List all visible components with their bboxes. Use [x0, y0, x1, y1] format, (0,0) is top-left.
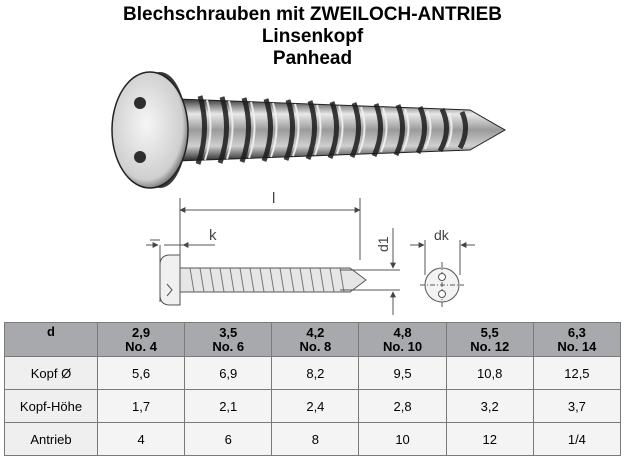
screw-photo	[112, 72, 505, 188]
table-cell: 1,7	[98, 390, 185, 423]
table-row	[5, 423, 621, 456]
size-label: 2,9	[132, 324, 151, 340]
row-label: Kopf-Höhe	[5, 390, 98, 423]
header-cell-d: d	[5, 323, 98, 357]
table-header-row	[5, 323, 621, 357]
top-view-drawing	[410, 240, 475, 308]
table-cell: 12,5	[533, 357, 620, 390]
row-label: Antrieb	[5, 423, 98, 456]
page-subtitle-de: Linsenkopf	[261, 26, 364, 47]
table-cell: 1/4	[533, 423, 620, 456]
side-view-drawing	[146, 198, 400, 315]
table-cell: 3,2	[446, 390, 533, 423]
size-label: 6,3	[567, 324, 586, 340]
header-cell	[359, 323, 446, 357]
header-cell	[446, 323, 533, 357]
table-row	[5, 357, 621, 390]
table-cell: 2,4	[272, 390, 359, 423]
number-label: No. 10	[383, 338, 423, 354]
table-cell: 6	[185, 423, 272, 456]
dim-label-head-height: k	[209, 227, 217, 244]
size-label: 5,5	[480, 324, 499, 340]
table-cell: 2,1	[185, 390, 272, 423]
dim-label-head-diameter: dk	[434, 227, 449, 243]
table-cell: 12	[446, 423, 533, 456]
table-cell: 9,5	[359, 357, 446, 390]
number-label: No. 6	[212, 338, 245, 354]
table-cell: 5,6	[98, 357, 185, 390]
title-block	[0, 4, 625, 70]
row-label: Kopf Ø	[5, 357, 98, 390]
dim-label-thread-diameter: d1	[375, 236, 391, 252]
number-label: No. 12	[470, 338, 510, 354]
header-cell	[533, 323, 620, 357]
screw-illustration	[0, 70, 625, 320]
table-cell: 4	[98, 423, 185, 456]
size-label: 4,2	[306, 324, 325, 340]
page-title: Blechschrauben mit ZWEILOCH-ANTRIEB	[123, 4, 502, 25]
table-cell: 3,7	[533, 390, 620, 423]
number-label: No. 4	[125, 338, 157, 354]
header-cell	[272, 323, 359, 357]
header-cell	[98, 323, 185, 357]
size-label: 3,5	[219, 324, 238, 340]
table-cell: 8	[272, 423, 359, 456]
table-cell: 6,9	[185, 357, 272, 390]
dim-label-length: l	[272, 190, 276, 207]
number-label: No. 8	[299, 338, 332, 354]
spec-table	[4, 322, 621, 456]
table-cell: 2,8	[359, 390, 446, 423]
header-cell	[185, 323, 272, 357]
table-cell: 10	[359, 423, 446, 456]
page-subtitle-en: Panhead	[272, 48, 353, 69]
number-label: No. 14	[557, 338, 597, 354]
size-label: 4,8	[393, 324, 412, 340]
table-cell: 10,8	[446, 357, 533, 390]
table-cell: 8,2	[272, 357, 359, 390]
table-row	[5, 390, 621, 423]
